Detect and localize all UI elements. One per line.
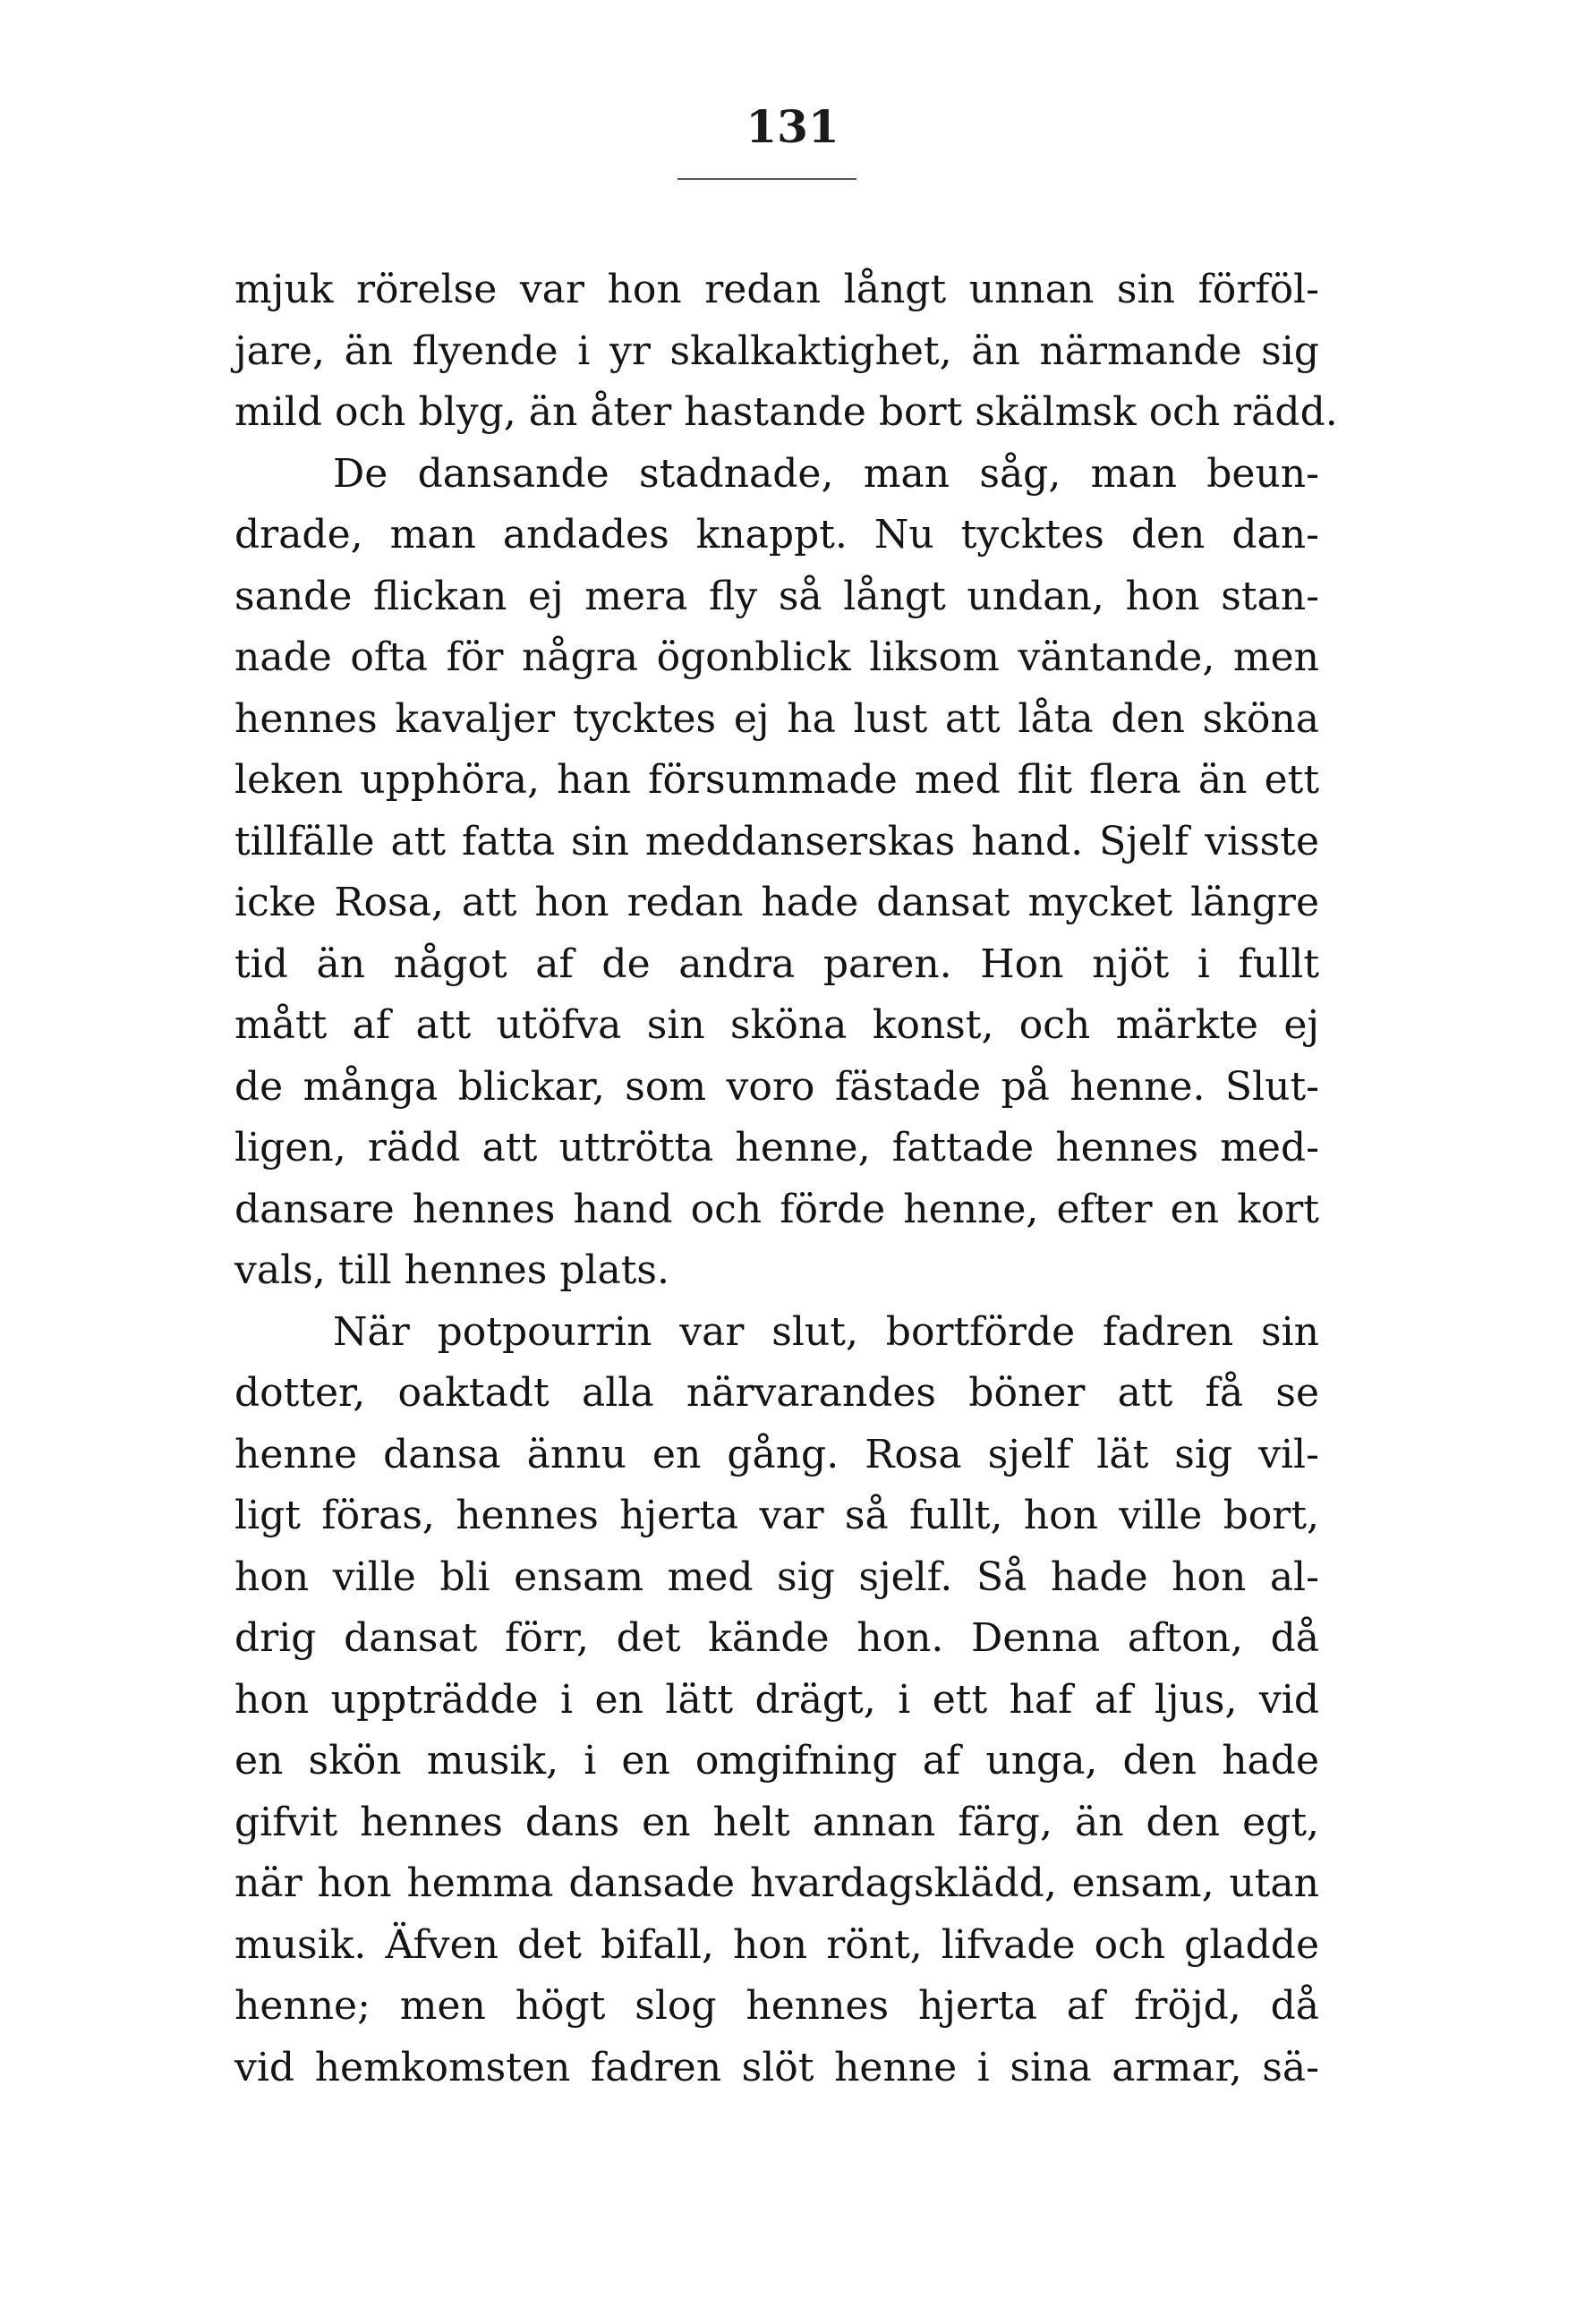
text-line: nade ofta för några ögonblick liksom väntande, men bbox=[234, 634, 1319, 680]
header-rule bbox=[677, 178, 856, 180]
text-line: mjuk rörelse var hon redan långt unnan sin förföl- bbox=[234, 267, 1319, 312]
text-line: tillfälle att fatta sin meddanserskas hand. Sjelf visste bbox=[234, 818, 1319, 864]
body-text bbox=[234, 260, 1338, 2098]
text-line: ligen, rädd att uttrötta henne, fattade hennes med- bbox=[234, 1125, 1319, 1171]
text-line: gifvit hennes dans en helt annan färg, än den egt, bbox=[234, 1799, 1319, 1845]
text-line: vid hemkomsten fadren slöt henne i sina armar, sä- bbox=[234, 2044, 1319, 2090]
text-line: hon ville bli ensam med sig sjelf. Så hade hon al- bbox=[234, 1554, 1319, 1600]
text-line: en skön musik, i en omgifning af unga, den hade bbox=[234, 1738, 1319, 1783]
text-line: hennes kavaljer tycktes ej ha lust att låta den sköna bbox=[234, 695, 1319, 742]
paragraph bbox=[234, 260, 1338, 444]
text-line: mått af att utöfva sin sköna konst, och märkte ej bbox=[234, 1002, 1319, 1048]
text-line: tid än något af de andra paren. Hon njöt i fullt bbox=[234, 941, 1319, 987]
text-line: dansare hennes hand och förde henne, efter en kort bbox=[234, 1186, 1319, 1232]
text-line: De dansande stadnade, man såg, man beun- bbox=[333, 450, 1319, 497]
text-line: jare, än flyende i yr skalkaktighet, än närmande sig bbox=[234, 328, 1319, 374]
text-line: drig dansat förr, det kände hon. Denna afton, då bbox=[234, 1615, 1319, 1661]
text-line: mild och blyg, än åter hastande bort skälmsk och rädd. bbox=[234, 389, 1338, 435]
text-line: leken upphöra, han försummade med flit flera än ett bbox=[234, 757, 1319, 803]
text-line: vals, till hennes plats. bbox=[234, 1247, 669, 1293]
text-line: henne; men högt slog hennes hjerta af fröjd, då bbox=[234, 1983, 1319, 2029]
text-line: de många blickar, som voro fästade på henne. Slut- bbox=[234, 1063, 1319, 1110]
text-line: ligt föras, hennes hjerta var så fullt, hon ville bort, bbox=[234, 1493, 1319, 1538]
text-line: drade, man andades knappt. Nu tycktes den dan- bbox=[234, 512, 1319, 558]
text-line: musik. Äfven det bifall, hon rönt, lifvade och gladde bbox=[234, 1921, 1319, 1968]
text-line: icke Rosa, att hon redan hade dansat mycket längre bbox=[234, 880, 1319, 925]
text-line: när hon hemma dansade hvardagsklädd, ensam, utan bbox=[234, 1860, 1319, 1906]
paragraph bbox=[234, 1302, 1319, 2099]
text-line: sande flickan ej mera fly så långt undan, hon stan- bbox=[234, 573, 1319, 619]
text-line: När potpourrin var slut, bortförde fadren sin bbox=[333, 1308, 1319, 1355]
text-line: hon uppträdde i en lätt drägt, i ett haf af ljus, vid bbox=[234, 1676, 1319, 1723]
text-line: henne dansa ännu en gång. Rosa sjelf lät sig vil- bbox=[234, 1431, 1319, 1477]
text-line: dotter, oaktadt alla närvarandes böner att få se bbox=[234, 1370, 1319, 1416]
page-number: 131 bbox=[746, 100, 839, 153]
paragraph bbox=[234, 444, 1319, 1302]
